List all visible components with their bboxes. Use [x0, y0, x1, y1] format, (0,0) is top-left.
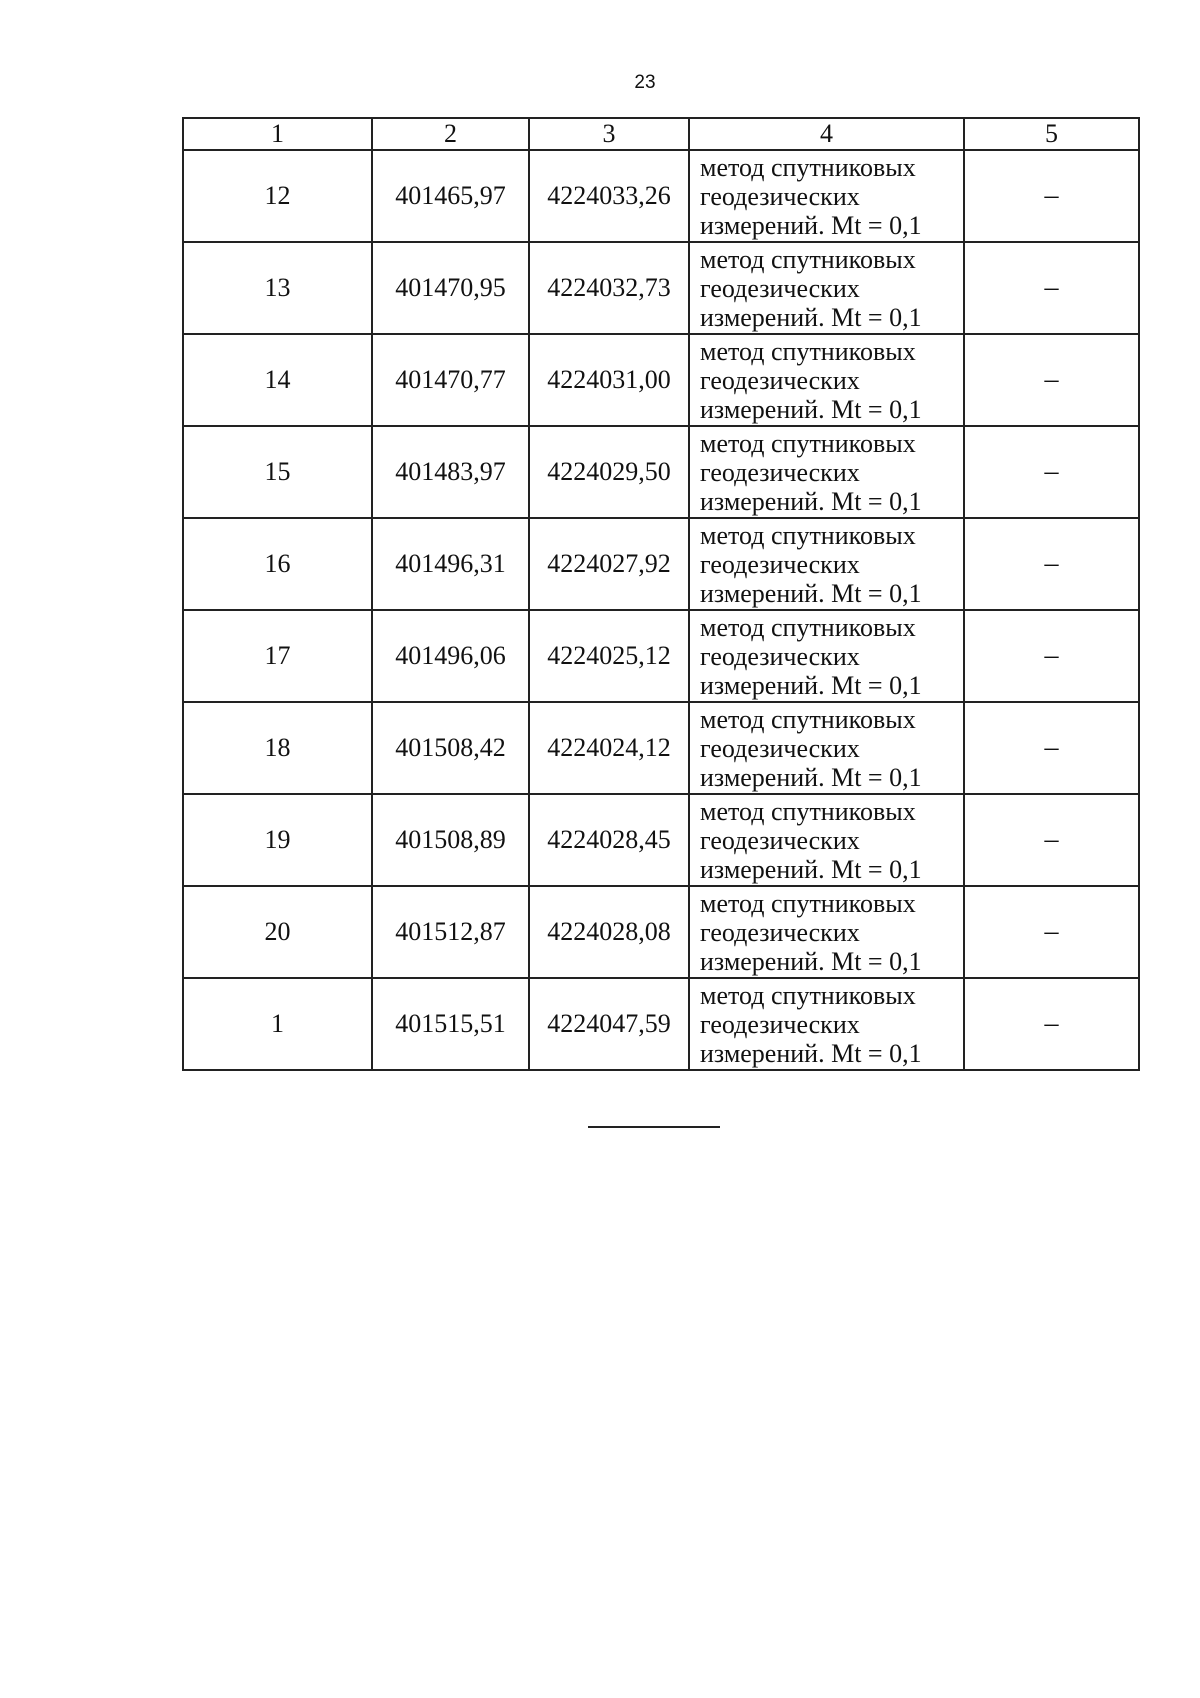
method-cell	[689, 334, 964, 426]
method-line: метод спутниковых	[700, 520, 916, 550]
method-line: измерений. Mt = 0,1	[700, 946, 922, 976]
method-cell	[689, 150, 964, 242]
y-coordinate: 4224027,92	[529, 518, 689, 610]
table-row	[183, 978, 1139, 1070]
x-coordinate: 401483,97	[372, 426, 529, 518]
x-coordinate: 401465,97	[372, 150, 529, 242]
method-line: геодезических	[700, 365, 860, 395]
table-row	[183, 702, 1139, 794]
point-number: 17	[183, 610, 372, 702]
x-coordinate: 401508,89	[372, 794, 529, 886]
table-row	[183, 794, 1139, 886]
method-line: геодезических	[700, 549, 860, 579]
note-cell: –	[964, 978, 1139, 1070]
method-cell	[689, 794, 964, 886]
x-coordinate: 401496,06	[372, 610, 529, 702]
note-cell: –	[964, 794, 1139, 886]
note-cell: –	[964, 426, 1139, 518]
note-cell: –	[964, 518, 1139, 610]
method-line: измерений. Mt = 0,1	[700, 394, 922, 424]
method-line: метод спутниковых	[700, 704, 916, 734]
table-row	[183, 242, 1139, 334]
method-line: метод спутниковых	[700, 336, 916, 366]
method-cell	[689, 978, 964, 1070]
method-line: геодезических	[700, 181, 860, 211]
point-number: 13	[183, 242, 372, 334]
method-line: геодезических	[700, 641, 860, 671]
note-cell: –	[964, 886, 1139, 978]
method-line: измерений. Mt = 0,1	[700, 210, 922, 240]
header-cell-5: 5	[964, 118, 1139, 150]
x-coordinate: 401512,87	[372, 886, 529, 978]
method-cell	[689, 426, 964, 518]
table-row	[183, 426, 1139, 518]
method-line: метод спутниковых	[700, 612, 916, 642]
table-row	[183, 610, 1139, 702]
x-coordinate: 401496,31	[372, 518, 529, 610]
point-number: 14	[183, 334, 372, 426]
y-coordinate: 4224032,73	[529, 242, 689, 334]
header-cell-3: 3	[529, 118, 689, 150]
y-coordinate: 4224025,12	[529, 610, 689, 702]
method-line: измерений. Mt = 0,1	[700, 1038, 922, 1068]
point-number: 1	[183, 978, 372, 1070]
method-line: измерений. Mt = 0,1	[700, 670, 922, 700]
point-number: 16	[183, 518, 372, 610]
method-line: геодезических	[700, 825, 860, 855]
y-coordinate: 4224047,59	[529, 978, 689, 1070]
method-line: геодезических	[700, 917, 860, 947]
method-line: измерений. Mt = 0,1	[700, 854, 922, 884]
method-line: геодезических	[700, 1009, 860, 1039]
method-line: метод спутниковых	[700, 244, 916, 274]
method-line: геодезических	[700, 733, 860, 763]
method-cell	[689, 610, 964, 702]
table-row	[183, 518, 1139, 610]
table-row	[183, 334, 1139, 426]
point-number: 20	[183, 886, 372, 978]
point-number: 12	[183, 150, 372, 242]
method-line: измерений. Mt = 0,1	[700, 578, 922, 608]
table-row	[183, 150, 1139, 242]
header-cell-1: 1	[183, 118, 372, 150]
method-line: геодезических	[700, 457, 860, 487]
note-cell: –	[964, 242, 1139, 334]
point-number: 19	[183, 794, 372, 886]
method-line: геодезических	[700, 273, 860, 303]
method-cell	[689, 702, 964, 794]
page-number: 23	[634, 72, 656, 93]
header-cell-4: 4	[689, 118, 964, 150]
note-cell: –	[964, 702, 1139, 794]
y-coordinate: 4224024,12	[529, 702, 689, 794]
y-coordinate: 4224028,45	[529, 794, 689, 886]
method-line: метод спутниковых	[700, 796, 916, 826]
x-coordinate: 401508,42	[372, 702, 529, 794]
x-coordinate: 401470,77	[372, 334, 529, 426]
method-cell	[689, 886, 964, 978]
method-cell	[689, 242, 964, 334]
y-coordinate: 4224031,00	[529, 334, 689, 426]
note-cell: –	[964, 150, 1139, 242]
x-coordinate: 401515,51	[372, 978, 529, 1070]
table-header-row	[183, 118, 1139, 150]
table-row	[183, 886, 1139, 978]
method-line: измерений. Mt = 0,1	[700, 302, 922, 332]
method-line: измерений. Mt = 0,1	[700, 762, 922, 792]
method-line: метод спутниковых	[700, 152, 916, 182]
method-line: метод спутниковых	[700, 888, 916, 918]
y-coordinate: 4224029,50	[529, 426, 689, 518]
method-line: измерений. Mt = 0,1	[700, 486, 922, 516]
point-number: 18	[183, 702, 372, 794]
note-cell: –	[964, 334, 1139, 426]
end-of-document-rule	[588, 1126, 720, 1128]
point-number: 15	[183, 426, 372, 518]
y-coordinate: 4224028,08	[529, 886, 689, 978]
y-coordinate: 4224033,26	[529, 150, 689, 242]
x-coordinate: 401470,95	[372, 242, 529, 334]
method-line: метод спутниковых	[700, 980, 916, 1010]
coordinates-table	[182, 117, 1140, 1071]
header-cell-2: 2	[372, 118, 529, 150]
method-line: метод спутниковых	[700, 428, 916, 458]
note-cell: –	[964, 610, 1139, 702]
method-cell	[689, 518, 964, 610]
